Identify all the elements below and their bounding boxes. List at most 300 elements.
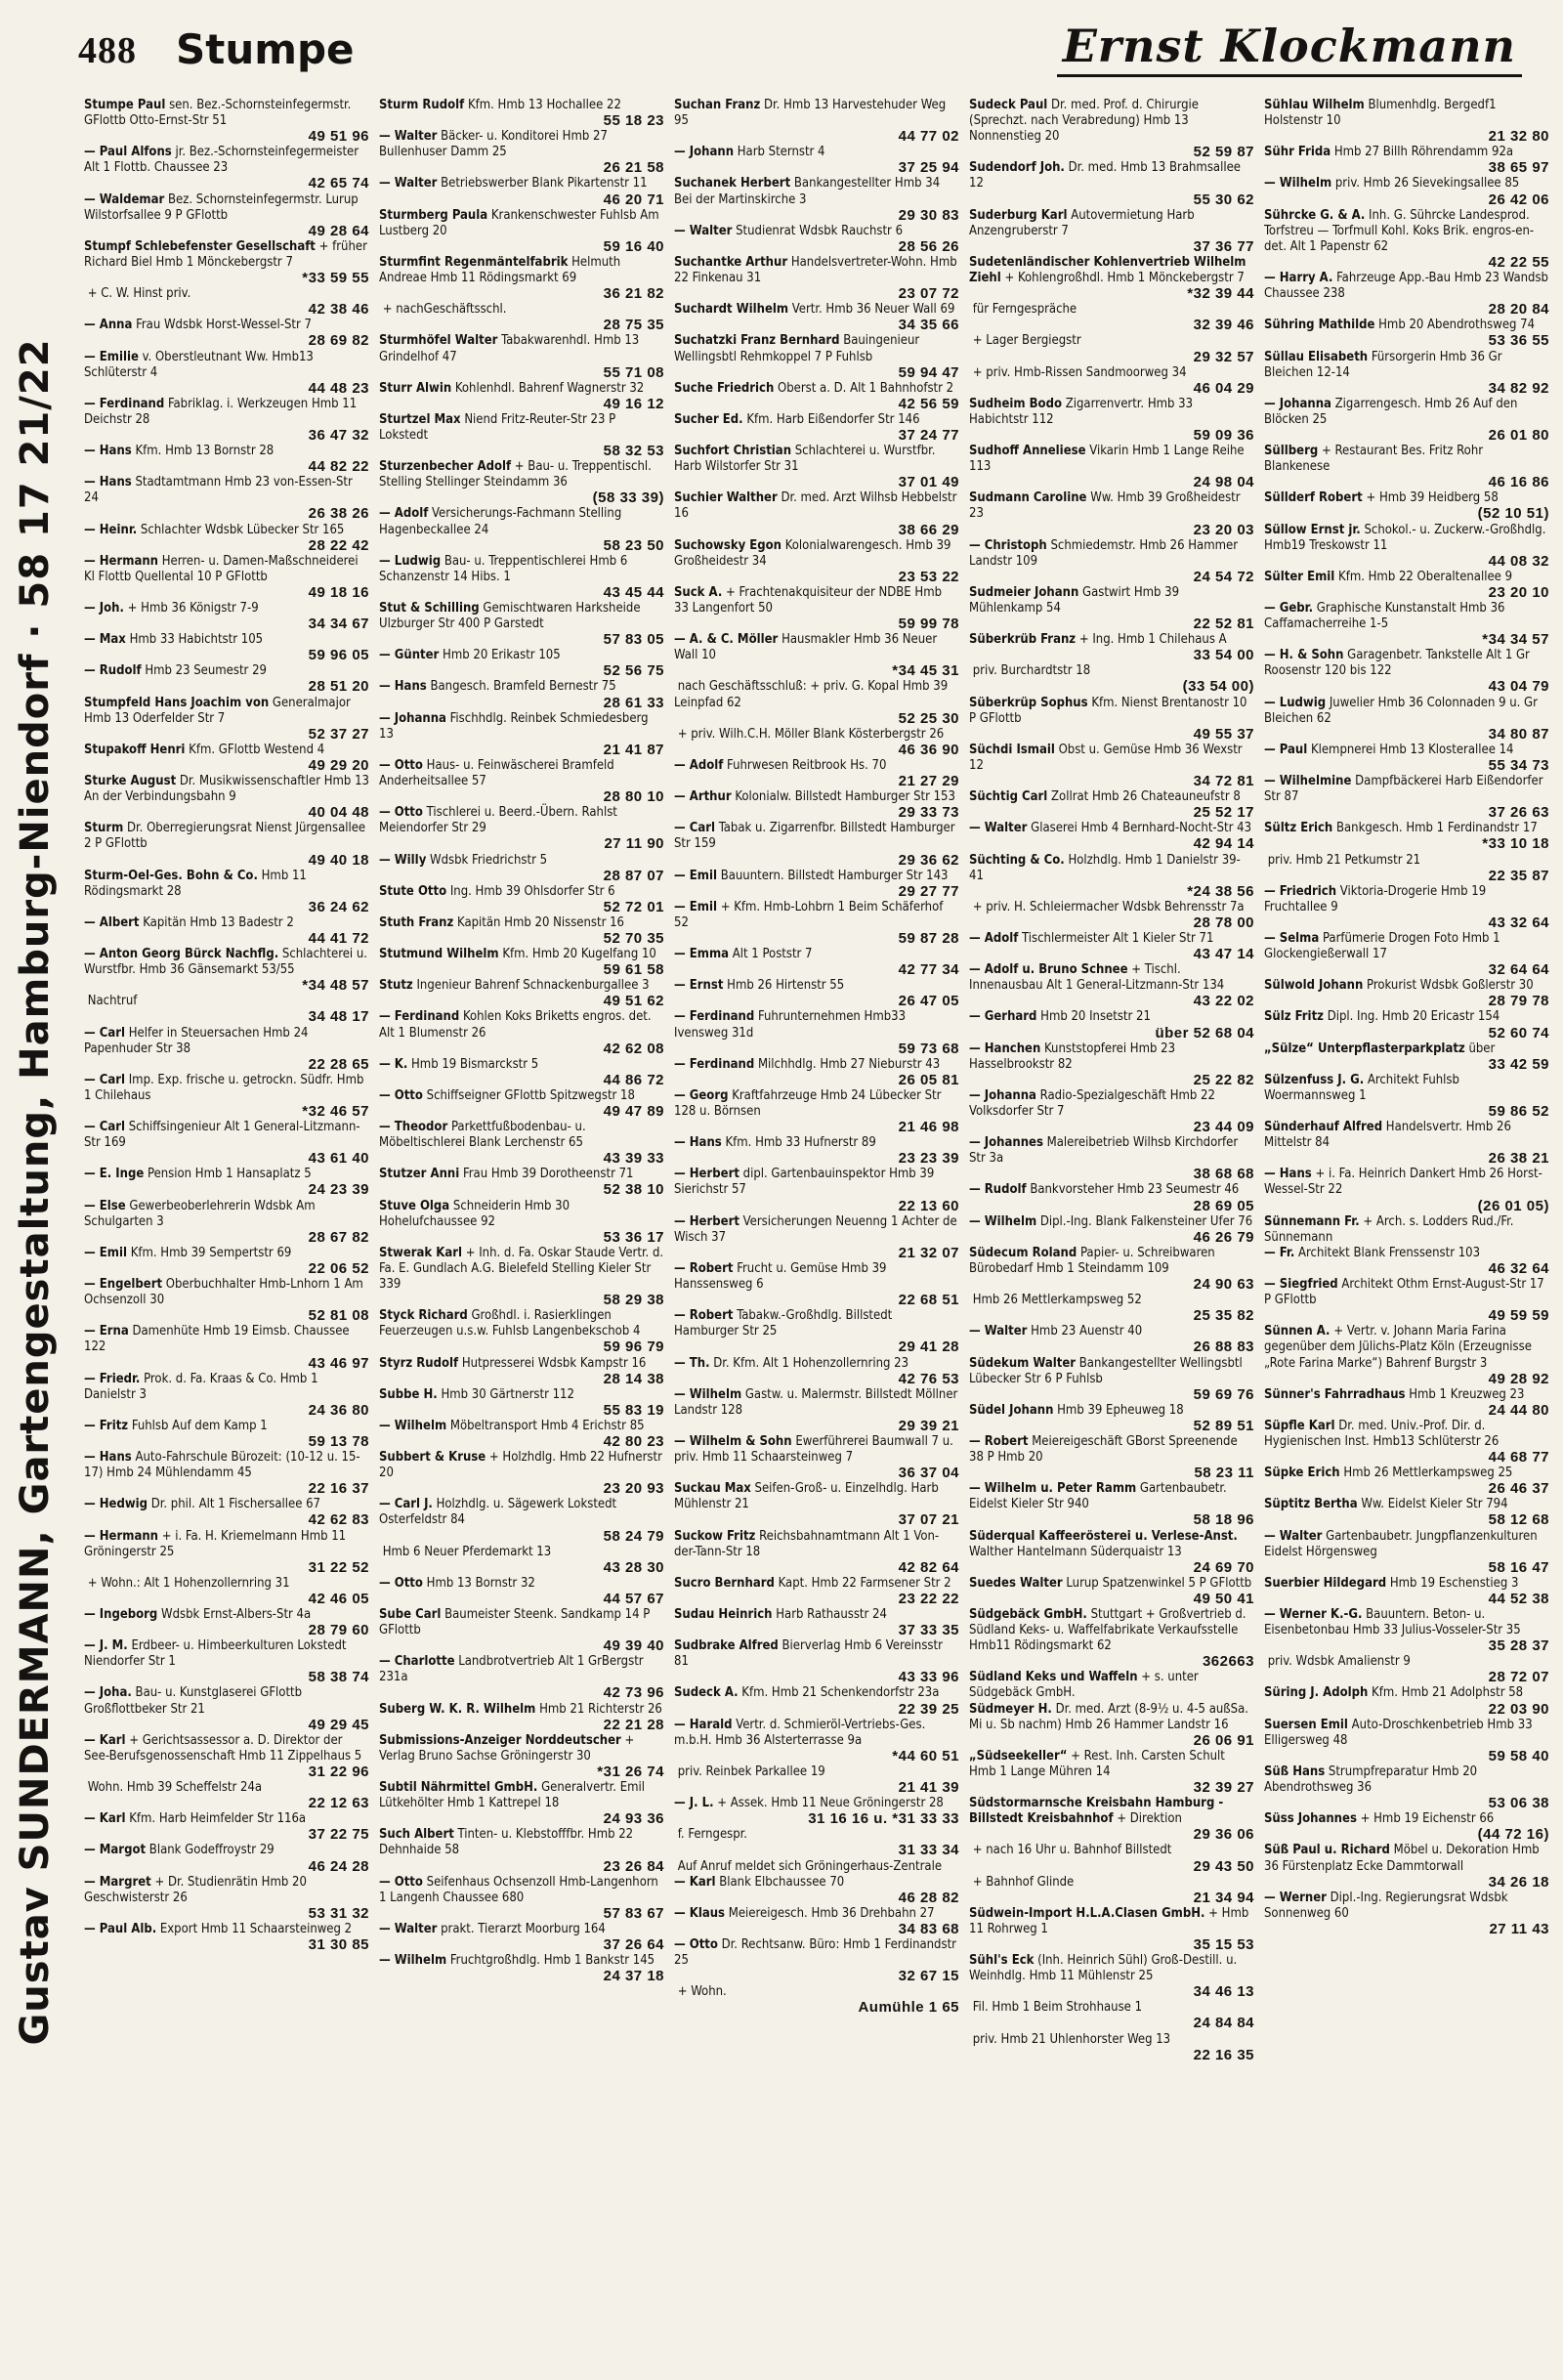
entry-details: + priv. H. Schleiermacher Wdsbk Behrensstr 7a — [972, 899, 1245, 914]
directory-entry — [379, 1419, 664, 1450]
entry-phone-number: 58 12 68 — [1488, 1511, 1549, 1529]
entry-phone-number: 22 06 52 — [308, 1259, 369, 1277]
entry-name: Sudmann Caroline — [969, 490, 1087, 506]
directory-entry — [1264, 1324, 1549, 1386]
entry-phone-number: 36 24 62 — [308, 898, 369, 915]
directory-entry — [674, 900, 959, 947]
entry-name: — Ferdinand — [674, 1009, 755, 1025]
entry-details: + Ing. Hmb 1 Chilehaus A — [1078, 632, 1227, 648]
directory-entry — [379, 1356, 664, 1387]
entry-text — [969, 900, 1254, 915]
entry-name: Sudeck Paul — [969, 98, 1048, 112]
directory-entry — [84, 98, 369, 145]
entry-details: Kolonialw. Billstedt Hamburger Str 153 — [735, 789, 955, 805]
entry-phone-number: 49 59 59 — [1488, 1307, 1549, 1325]
entry-name: — Else — [84, 1198, 126, 1213]
entry-name: Sudeck A. — [674, 1685, 739, 1701]
directory-entry — [1264, 176, 1549, 207]
entry-details: + C. W. Hinst priv. — [87, 286, 191, 302]
entry-details: Schiffseigner GFlottb Spitzwegstr 18 — [426, 1087, 635, 1103]
entry-text — [84, 350, 369, 381]
directory-entry — [674, 1906, 959, 1937]
entry-phone-number: 58 24 79 — [603, 1527, 664, 1545]
entry-text — [674, 1607, 959, 1623]
entry-details: Seifenhaus Ochsenzoll Hmb-Langenhorn 1 Langenh Chaussee 680 — [379, 1874, 662, 1905]
entry-details: Hmb 1 Kreuzweg 23 — [1409, 1386, 1525, 1402]
entry-name: Such Albert — [379, 1827, 454, 1843]
entry-name: — Otto — [674, 1936, 718, 1952]
entry-name: Sühlau Wilhelm — [1264, 98, 1365, 112]
entry-name: — Gerhard — [969, 1009, 1037, 1025]
entry-details: Hmb 20 Insetstr 21 — [1040, 1009, 1151, 1025]
entry-details: Dr. Kfm. Alt 1 Hohenzollernring 23 — [713, 1355, 909, 1371]
directory-entry — [674, 1057, 959, 1088]
entry-phone-number: 43 22 02 — [1193, 993, 1254, 1010]
directory-entry — [379, 1576, 664, 1607]
entry-text — [969, 490, 1254, 522]
entry-name: — Wilhelm — [379, 1418, 447, 1433]
directory-entry — [379, 601, 664, 648]
entry-text — [1264, 648, 1549, 679]
entry-phone-number: 34 80 87 — [1488, 725, 1549, 743]
entry-text — [969, 160, 1254, 191]
entry-details: Schokol.- u. Zuckerw.-Großhdlg. Hmb19 Treskowstr 11 — [1264, 522, 1550, 553]
entry-name: — Anton Georg Bürck Nachflg. — [84, 947, 279, 962]
entry-name: — Hermann — [84, 1528, 158, 1544]
entry-details: Kfm. GFlottb Westend 4 — [189, 742, 325, 757]
entry-name: — Willy — [379, 852, 427, 868]
entry-text — [1264, 397, 1549, 428]
entry-name: Süllberg — [1264, 444, 1319, 459]
entry-phone-number: 21 32 80 — [1488, 128, 1549, 146]
entry-phone-number: *34 34 57 — [1482, 631, 1549, 649]
entry-details: Hutpresserei Wdsbk Kampstr 16 — [461, 1355, 647, 1371]
entry-phone-number: 31 30 85 — [308, 1935, 369, 1953]
directory-entry — [379, 1387, 664, 1419]
entry-phone-number: 21 46 98 — [898, 1119, 959, 1136]
entry-text — [84, 1875, 369, 1906]
entry-name: — Emma — [674, 947, 730, 962]
directory-entry — [379, 208, 664, 255]
entry-phone-number: 52 72 01 — [603, 898, 664, 915]
entry-name: Sudhoff Anneliese — [969, 444, 1086, 459]
entry-text — [969, 696, 1254, 727]
entry-phone-number: 28 69 05 — [1193, 1197, 1254, 1214]
entry-name: — Hans — [84, 1450, 132, 1466]
entry-details: prakt. Tierarzt Moorburg 164 — [441, 1921, 606, 1936]
entry-name: — A. & C. Möller — [674, 632, 779, 648]
entry-text — [969, 1041, 1254, 1073]
directory-entry — [674, 869, 959, 900]
directory-entry — [674, 821, 959, 868]
entry-phone-number: 55 18 23 — [603, 112, 664, 130]
entry-details: Helfer in Steuersachen Hmb 24 Papenhuder Str 38 — [84, 1025, 313, 1056]
entry-text — [1264, 1009, 1549, 1025]
entry-name: — Adolf u. Bruno Schnee — [969, 962, 1128, 978]
directory-entry — [379, 302, 664, 333]
entry-details: Herren- u. Damen-Maßschneiderei Kl Flottb Quellental 10 P GFlottb — [84, 553, 362, 584]
entry-text — [1264, 1073, 1549, 1104]
entry-name: Südwein-Import H.L.A.Clasen GmbH. — [969, 1905, 1205, 1921]
entry-details: Tinten- u. Klebstofffbr. Hmb 22 Dehnhaide 58 — [379, 1827, 637, 1858]
entry-phone-number: 44 41 72 — [308, 929, 369, 947]
entry-text — [1264, 350, 1549, 381]
entry-phone-number: 58 18 96 — [1193, 1511, 1254, 1529]
entry-text — [969, 1135, 1254, 1167]
entry-text — [1264, 1529, 1549, 1560]
entry-text — [969, 931, 1254, 947]
entry-text — [379, 1308, 664, 1339]
entry-text — [674, 1261, 959, 1293]
entry-text — [969, 1607, 1254, 1654]
entry-phone-number: 21 27 29 — [898, 773, 959, 790]
directory-entry — [969, 2000, 1254, 2031]
entry-text — [674, 585, 959, 616]
entry-name: — Herbert — [674, 1167, 739, 1182]
entry-name: Südstormarnsche Kreisbahn Hamburg - Billstedt Kreisbahnhof — [969, 1796, 1228, 1827]
entry-phone-number: 24 84 84 — [1193, 2015, 1254, 2032]
entry-details: Fuhrunternehmen Hmb33 Ivensweg 31d — [674, 1009, 909, 1041]
entry-text — [84, 1685, 369, 1717]
entry-text — [84, 821, 369, 852]
entry-phone-number: 42 80 23 — [603, 1432, 664, 1450]
directory-entry — [379, 412, 664, 459]
entry-text — [1264, 98, 1549, 129]
entry-details: Papier- u. Schreibwaren Bürobedarf Hmb 1 Steindamm 109 — [969, 1245, 1219, 1276]
entry-text — [969, 632, 1254, 648]
entry-phone-number: 29 39 21 — [898, 1417, 959, 1434]
directory-entry — [84, 601, 369, 632]
directory-entry — [1264, 318, 1549, 349]
entry-text — [1264, 271, 1552, 302]
entry-name: — Walter — [674, 223, 733, 238]
entry-phone-number: 59 13 78 — [308, 1432, 369, 1450]
directory-entry — [84, 554, 369, 601]
entry-text — [1264, 176, 1549, 191]
entry-details: + Inh. d. Fa. Oskar Staude Vertr. d. Fa. E. Gundlach A.G. Bielefeld Stelling Kieler Str 339 — [379, 1245, 667, 1293]
entry-details: Zigarrenvertr. Hmb 33 Habichtstr 112 — [969, 396, 1197, 427]
entry-phone-number: 42 82 64 — [898, 1558, 959, 1576]
entry-text — [379, 98, 664, 113]
entry-text — [969, 444, 1254, 475]
entry-name: — Wilhelm — [379, 1953, 447, 1969]
entry-text — [674, 1906, 959, 1922]
entry-phone-number: 22 35 87 — [1488, 867, 1549, 884]
entry-details: + Hmb 19 Eichenstr 66 — [1360, 1811, 1495, 1827]
entry-name: — Walter — [969, 1324, 1028, 1339]
entry-details: Lurup Spatzenwinkel 5 P GFlottb — [1066, 1575, 1252, 1591]
entry-phone-number: 27 11 43 — [1489, 1920, 1549, 1937]
directory-entry — [969, 1529, 1254, 1576]
entry-name: — Ernst — [674, 978, 724, 994]
entry-phone-number: 22 28 65 — [308, 1055, 369, 1073]
entry-details: nach Geschäftsschluß: + priv. G. Kopal Hmb 39 Leinpfad 62 — [674, 679, 951, 710]
entry-name: Sturtzel Max — [379, 411, 461, 427]
directory-entry — [969, 1576, 1254, 1607]
entry-text — [969, 853, 1254, 884]
entry-text — [379, 884, 664, 900]
entry-name: Süß Paul u. Richard — [1264, 1843, 1390, 1858]
directory-entry — [379, 853, 664, 884]
entry-name: — E. Inge — [84, 1167, 145, 1182]
directory-entry — [969, 160, 1254, 207]
entry-name: Sühr Frida — [1264, 145, 1331, 160]
entry-details: Parkettfußbodenbau- u. Möbeltischlerei Blank Lerchenstr 65 — [379, 1120, 590, 1151]
directory-entry — [1264, 1576, 1549, 1607]
directory-entry — [379, 679, 664, 710]
entry-name: Stumpf Schlebefenster Gesellschaft — [84, 238, 316, 254]
entry-text — [1264, 1497, 1549, 1512]
entry-text — [969, 1796, 1254, 1827]
entry-phone-number: 37 36 77 — [1193, 237, 1254, 255]
entry-details: Fruchtgroßhdlg. Hmb 1 Bankstr 145 — [449, 1953, 655, 1969]
entry-text — [674, 1529, 959, 1560]
directory-entry — [969, 1796, 1254, 1843]
entry-name: — Siegfried — [1264, 1277, 1338, 1293]
directory-entry — [379, 459, 664, 506]
entry-details: Bankvorsteher Hmb 23 Seumestr 46 — [1030, 1182, 1240, 1198]
entry-name: Suchfort Christian — [674, 444, 792, 459]
entry-text — [379, 1088, 664, 1104]
entry-name: — Ferdinand — [674, 1056, 755, 1072]
entry-name: — Joha. — [84, 1685, 132, 1701]
entry-details: Kfm. Harb Eißendorfer Str 146 — [746, 411, 920, 427]
entry-details: Kapt. Hmb 22 Farmsener Str 2 — [778, 1575, 951, 1591]
entry-phone-number: 23 20 03 — [1193, 521, 1254, 538]
directory-entry — [379, 1875, 664, 1922]
entry-phone-number: 52 38 10 — [603, 1181, 664, 1199]
entry-name: Stute Otto — [379, 883, 447, 899]
directory-entry — [1264, 1120, 1549, 1167]
entry-details: Hmb 13 Bornstr 32 — [426, 1575, 535, 1591]
directory-entry — [84, 947, 369, 994]
entry-details: Dipl. Ing. Hmb 20 Ericastr 154 — [1327, 1009, 1500, 1025]
entry-phone-number: 42 56 59 — [898, 395, 959, 412]
entry-phone-number: 22 16 37 — [308, 1480, 369, 1498]
directory-entry — [969, 743, 1254, 789]
entry-text — [379, 506, 664, 537]
directory-entry — [84, 1167, 369, 1198]
entry-text — [379, 1497, 664, 1528]
entry-details: Hausmakler Hmb 36 Neuer Wall 10 — [674, 632, 941, 663]
entry-details: Fabriklag. i. Werkzeugen Hmb 11 Deichstr 28 — [84, 396, 360, 427]
directory-entry — [379, 1167, 664, 1198]
directory-entry — [84, 239, 369, 286]
entry-phone-number: 49 47 89 — [603, 1103, 664, 1120]
directory-entry — [1264, 1214, 1549, 1246]
entry-phone-number: 26 47 05 — [898, 993, 959, 1010]
entry-text — [1264, 774, 1549, 805]
directory-entry — [379, 915, 664, 947]
entry-phone-number: 28 80 10 — [603, 788, 664, 806]
entry-details: Gemischtwaren Harksheide Ulzburger Str 400 P Garstedt — [379, 601, 645, 632]
entry-details: Imp. Exp. frische u. getrockn. Südfr. Hmb 1 Chilehaus — [84, 1072, 368, 1103]
entry-text — [1264, 1419, 1549, 1450]
entry-text — [1264, 145, 1549, 160]
entry-phone-number: 28 61 33 — [603, 694, 664, 711]
entry-phone-number: 29 36 06 — [1193, 1826, 1254, 1844]
entry-details: Kraftfahrzeuge Hmb 24 Lübecker Str 128 u. Börnsen — [674, 1087, 946, 1119]
directory-entry — [674, 1576, 959, 1607]
entry-phone-number: 26 46 37 — [1488, 1480, 1549, 1498]
entry-phone-number: 34 46 13 — [1193, 1983, 1254, 2001]
directory-entry — [1264, 523, 1549, 570]
entry-details: für Ferngespräche — [972, 302, 1077, 318]
entry-details: + Bahnhof Glinde — [972, 1874, 1075, 1890]
entry-text — [84, 601, 369, 616]
entry-text — [674, 1308, 959, 1339]
entry-details: Dr. med. Prof. d. Chirurgie (Sprechzt. nach Verabredung) Hmb 13 Nonnenstieg 20 — [969, 98, 1203, 145]
entry-name: — Charlotte — [379, 1654, 455, 1670]
entry-details: priv. Hmb 21 Petkumstr 21 — [1267, 852, 1421, 868]
entry-text — [674, 1434, 959, 1466]
entry-text — [84, 1607, 369, 1623]
entry-details: Radio-Spezialgeschäft Hmb 22 Volksdorfer Str 7 — [969, 1087, 1219, 1119]
entry-details: Kfm. Hmb 22 Oberaltenallee 9 — [1338, 569, 1513, 584]
entry-name: Sudetenländischer Kohlenvertrieb Wilhelm Ziehl — [969, 254, 1250, 286]
directory-entry — [1264, 743, 1549, 774]
entry-name: — Wilhelm — [969, 1213, 1037, 1229]
entry-details: Bauingenieur Wellingsbtl Rehmkoppel 7 P Fuhlsb — [674, 333, 923, 364]
entry-phone-number: 52 59 87 — [1193, 144, 1254, 161]
entry-text — [674, 947, 959, 962]
directory-entry — [1264, 931, 1549, 978]
entry-name: Sturm — [84, 821, 124, 836]
entry-details: Gastwirt Hmb 39 Mühlenkamp 54 — [969, 584, 1183, 616]
entry-text — [379, 1922, 664, 1937]
entry-phone-number: 46 26 79 — [1193, 1228, 1254, 1246]
entry-phone-number: 28 22 42 — [308, 536, 369, 554]
entry-phone-number: 43 33 96 — [898, 1669, 959, 1686]
entry-text — [674, 1718, 959, 1749]
directory-entry — [674, 412, 959, 444]
entry-details: Ww. Hmb 39 Großheidestr 23 — [969, 490, 1245, 522]
entry-phone-number: 37 24 77 — [898, 426, 959, 444]
entry-phone-number: 34 83 68 — [898, 1920, 959, 1937]
entry-details: + Hmb 11 Rohrweg 1 — [969, 1905, 1253, 1936]
entry-text — [379, 1167, 664, 1182]
entry-text — [969, 1481, 1254, 1512]
entry-name: — Wilhelm — [1264, 176, 1332, 191]
entry-name: Süptitz Bertha — [1264, 1497, 1358, 1512]
entry-details: + Kfm. Hmb-Lohbrn 1 Beim Schäferhof 52 — [674, 899, 948, 930]
entry-name: — Waldemar — [84, 191, 165, 207]
entry-details: Generalmajor Hmb 13 Oderfelder Str 7 — [84, 695, 355, 726]
directory-entry — [84, 1733, 369, 1780]
entry-text — [379, 381, 664, 397]
directory-entry — [969, 789, 1254, 821]
entry-text — [379, 915, 664, 931]
entry-phone-number: 26 38 26 — [308, 505, 369, 523]
entry-details: Dr. Musikwissenschaftler Hmb 13 An der Verbindungsbahn 9 — [84, 774, 373, 805]
entry-text — [84, 743, 369, 758]
entry-name: Styrz Rudolf — [379, 1355, 459, 1371]
entry-name: — Paul Alb. — [84, 1921, 157, 1936]
directory-entry — [674, 789, 959, 821]
directory-entry — [674, 1638, 959, 1685]
directory-entry — [969, 1403, 1254, 1434]
directory-columns — [84, 98, 1552, 2364]
entry-text — [84, 475, 369, 506]
entry-phone-number: 46 04 29 — [1193, 379, 1254, 397]
entry-details: Wohn. Hmb 39 Scheffelstr 24a — [87, 1780, 263, 1796]
entry-name: Suchatzki Franz Bernhard — [674, 333, 840, 349]
directory-entry — [674, 255, 959, 302]
directory-entry — [84, 632, 369, 663]
entry-name: — Max — [84, 632, 126, 648]
entry-details: sen. Bez.-Schornsteinfegermstr. GFlottb Otto-Ernst-Str 51 — [84, 98, 356, 129]
entry-phone-number: 28 87 07 — [603, 867, 664, 884]
entry-phone-number: 43 39 33 — [603, 1150, 664, 1168]
entry-phone-number: 58 32 53 — [603, 443, 664, 460]
directory-entry — [379, 884, 664, 915]
directory-entry — [674, 444, 959, 490]
entry-name: — Hans — [84, 475, 132, 490]
entry-details: Schlachterei u. Wurstfbr. Hmb 36 Gänsemarkt 53/55 — [84, 947, 371, 978]
entry-text — [1264, 743, 1549, 758]
directory-entry — [674, 1607, 959, 1638]
entry-phone-number: 29 43 50 — [1193, 1857, 1254, 1875]
directory-entry — [969, 962, 1254, 1009]
entry-name: — Arthur — [674, 789, 732, 805]
entry-details: + Dr. Studienrätin Hmb 20 Geschwisterstr 26 — [84, 1874, 311, 1905]
directory-entry — [1264, 1811, 1549, 1843]
entry-text — [1264, 1041, 1549, 1057]
entry-phone-number: 59 87 28 — [898, 929, 959, 947]
entry-text — [379, 554, 664, 585]
entry-details: + Gerichtsassessor a. D. Direktor der See-Berufsgenossenschaft Hmb 11 Zippelhaus 5 — [84, 1732, 362, 1764]
directory-entry — [84, 1246, 369, 1277]
entry-phone-number: 35 15 53 — [1193, 1935, 1254, 1953]
directory-entry — [379, 1308, 664, 1355]
entry-text — [969, 585, 1254, 616]
entry-text — [674, 1937, 959, 1969]
entry-details: Frau Hmb 39 Dorotheenstr 71 — [462, 1167, 634, 1182]
entry-details: Tischlermeister Alt 1 Kieler Str 71 — [1022, 930, 1214, 946]
directory-entry — [1264, 648, 1549, 695]
entry-phone-number: 23 20 10 — [1488, 583, 1549, 601]
entry-name: Sturmfint Regenmäntelfabrik — [379, 254, 569, 270]
directory-entry — [84, 869, 369, 915]
page-number: 488 — [78, 30, 137, 71]
entry-details: Graphische Kunstanstalt Hmb 36 Caffamacherreihe 1-5 — [1264, 601, 1509, 632]
directory-entry — [379, 711, 664, 758]
entry-text — [379, 412, 664, 444]
directory-entry — [379, 1120, 664, 1167]
entry-details: Ing. Hmb 39 Ohlsdorfer Str 6 — [449, 883, 615, 899]
directory-entry — [379, 978, 664, 1009]
entry-details: Baumeister Steenk. Sandkamp 14 P GFlottb — [379, 1607, 654, 1638]
directory-entry — [1264, 350, 1549, 397]
directory-entry — [969, 696, 1254, 743]
entry-details: Zollrat Hmb 26 Chateauneufstr 8 — [1051, 789, 1241, 805]
directory-entry — [674, 381, 959, 412]
entry-text — [84, 523, 369, 538]
entry-details: Kolonialwarengesch. Hmb 39 Großheidestr 34 — [674, 537, 955, 569]
entry-name: Sünnen A. — [1264, 1324, 1331, 1339]
entry-details: Oberbuchhalter Hmb-Lnhorn 1 Am Ochsenzoll 30 — [84, 1277, 367, 1308]
directory-entry — [379, 1009, 664, 1056]
directory-entry — [84, 1529, 369, 1576]
entry-details: Gewerbeoberlehrerin Wdsbk Am Schulgarten 3 — [84, 1198, 319, 1229]
directory-entry — [84, 1073, 369, 1120]
entry-text — [379, 805, 664, 836]
directory-entry — [1264, 696, 1549, 743]
directory-entry — [84, 1922, 369, 1953]
entry-name: Süllau Elisabeth — [1264, 349, 1369, 364]
entry-details: + nach 16 Uhr u. Bahnhof Billstedt — [972, 1843, 1172, 1858]
entry-phone-number: 49 40 18 — [308, 851, 369, 869]
